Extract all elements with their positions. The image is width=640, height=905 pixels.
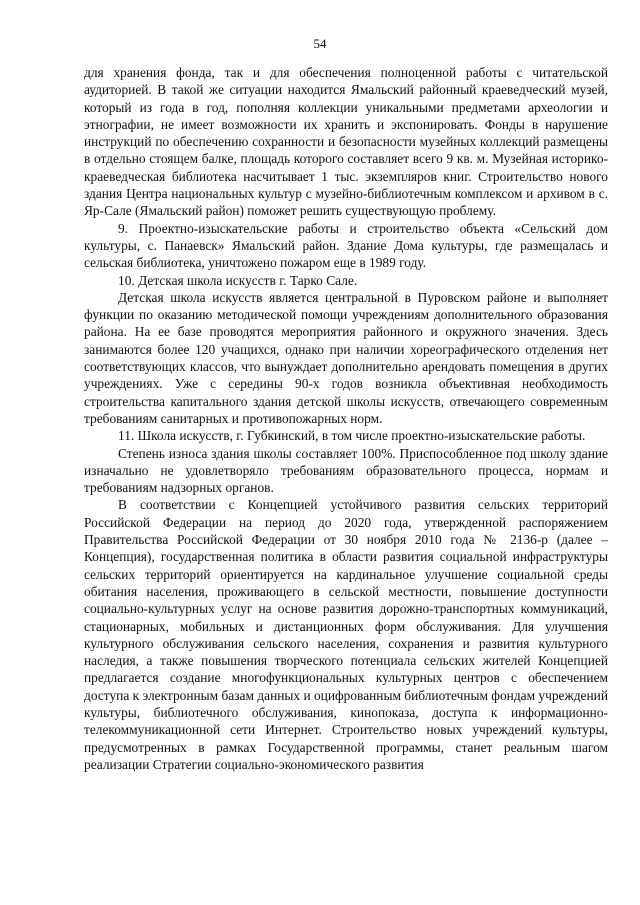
document-body [84, 64, 608, 773]
paragraph-art-school-description: Детская школа искусств является центральной в Пуровском районе и выполняет функции по оказанию методической помощи учреждениям дополнительного образования района. На ее базе проводятся мероприятия районного и окружного значения. Здесь занимаются более 120 учащихся, однако при наличии хореографического отделения нет соответствующих классов, что вынуждает дополнительно арендовать помещения в других учреждениях. Уже с середины 90-х годов возникла объективная необходимость строительства капитального здания детской школы искусств, отвечающего современным требованиям санитарных и противопожарных норм. [84, 289, 608, 426]
paragraph-item-9: 9. Проектно-изыскательские работы и строительство объекта «Сельский дом культуры, с. Панаевск» Ямальский район. Здание Дома культуры, где размещалась и сельская библиотека, уничтожено пожаром еще в 1989 году. [84, 220, 608, 271]
paragraph-item-11: 11. Школа искусств, г. Губкинский, в том числе проектно-изыскательские работы. [118, 428, 586, 444]
paragraph-concept: В соответствии с Концепцией устойчивого развития сельских территорий Российской Федерации на период до 2020 года, утвержденной распоряжением Правительства Российской Федерации от 30 ноября 2010 года № 2136-р (далее – Концепция), государственная политика в области развития социальной инфраструктуры сельских территорий ориентируется на кардинальное улучшение социальной среды обитания населения, проживающего в сельской местности, повышение доступности социально-культурных услуг на основе развития дорожно-транспортных коммуникаций, стационарных, мобильных и дистанционных форм обслуживания. Для улучшения культурного обслуживания сельского населения, сохранения и развития культурного наследия, а также повышения творческого потенциала сельских жителей Концепцией предлагается создание многофункциональных культурных центров с обеспечением доступа к электронным базам данных и оцифрованным библиотечным фондам учреждений культуры, библиотечного обслуживания, кинопоказа, доступа к информационно-телекоммуникационной сети Интернет. Строительство новых учреждений культуры, предусмотренных в рамках Государственной программы, станет реальным шагом реализации Стратегии социально-экономического развития [84, 497, 608, 772]
page-number: 54 [313, 36, 327, 51]
paragraph-continued: для хранения фонда, так и для обеспечения полноценной работы с читательской аудиторией. В такой же ситуации находится Ямальский районный краеведческий музей, который из года в год, пополняя коллекции уникальными предметами археологии и этнографии, не имеет возможности их хранить и экспонировать. Фонды в нарушение инструкций по обеспечению сохранности и безопасности музейных коллекций размещены в отдельно стоящем балке, площадь которого составляет всего 9 кв. м. Музейная историко-краеведческая библиотека насчитывает 1 тыс. экземпляров книг. Строительство нового здания Центра национальных культур с музейно-библиотечным комплексом и архивом в с. Яр-Сале (Ямальский район) поможет решить существующую проблему. [84, 65, 608, 219]
paragraph-item-10: 10. Детская школа искусств г. Тарко Сале. [118, 272, 358, 288]
paragraph-school-wear: Степень износа здания школы составляет 100%. Приспособленное под школу здание изначально не удовлетворяло требованиям образовательного процесса, нормам и требованиям надзорных органов. [84, 445, 608, 496]
